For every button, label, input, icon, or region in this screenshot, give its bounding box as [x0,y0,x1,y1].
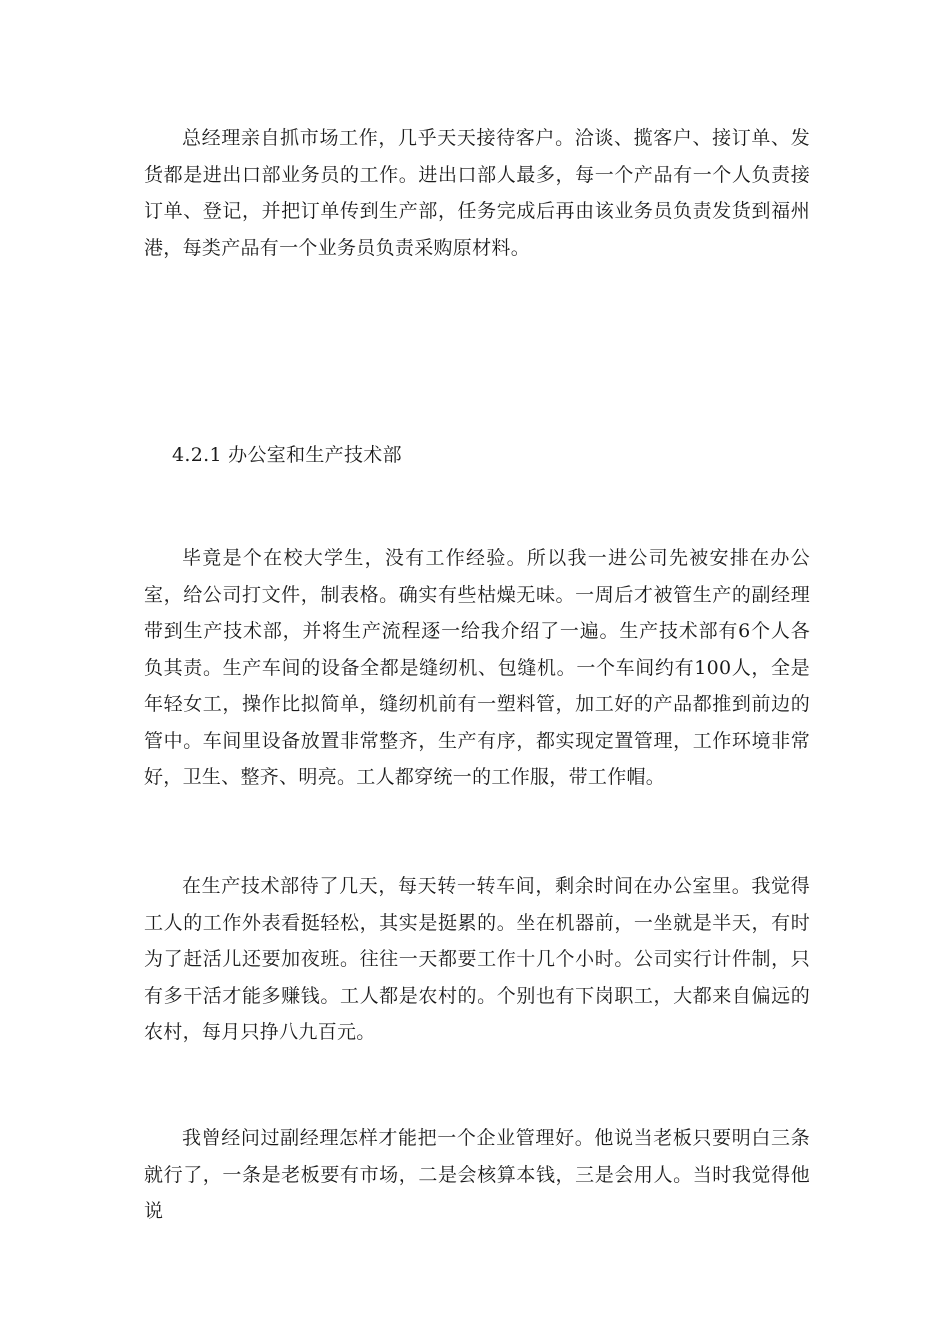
paragraph-production-workers: 在生产技术部待了几天，每天转一转车间，剩余时间在办公室里。我觉得工人的工作外表看挺轻松，其实是挺累的。坐在机器前，一坐就是半天，有时为了赶活儿还要加夜班。往往一天都要工作十几个小时。公司实行计件制，只有多干活才能多赚钱。工人都是农村的。个别也有下岗职工，大都来自偏远的农村，每月只挣八九百元。 [144,875,810,1043]
paragraph-office-internship: 毕竟是个在校大学生，没有工作经验。所以我一进公司先被安排在办公室，给公司打文件，制表格。确实有些枯燥无味。一周后才被管生产的副经理带到生产技术部，并将生产流程逐一给我介绍了一遍。生产技术部有6个人各负其责。生产车间的设备全都是缝纫机、包缝机。一个车间约有100人，全是年轻女工，操作比拟简单，缝纫机前有一塑料管，加工好的产品都推到前边的管中。车间里设备放置非常整齐，生产有序，都实现定置管理，工作环境非常好，卫生、整齐、明亮。工人都穿统一的工作服，带工作帽。 [144,547,810,788]
section-heading-office-production: 4.2.1 办公室和生产技术部 [172,444,402,466]
paragraph-management-advice: 我曾经问过副经理怎样才能把一个企业管理好。他说当老板只要明白三条就行了，一条是老板要有市场，二是会核算本钱，三是会用人。当时我觉得他说 [144,1127,810,1222]
paragraph-market-work: 总经理亲自抓市场工作，几乎天天接待客户。洽谈、揽客户、接订单、发货都是进出口部业务员的工作。进出口部人最多，每一个产品有一个人负责接订单、登记，并把订单传到生产部，任务完成后再由该业务员负责发货到福州港，每类产品有一个业务员负责采购原材料。 [144,127,810,259]
